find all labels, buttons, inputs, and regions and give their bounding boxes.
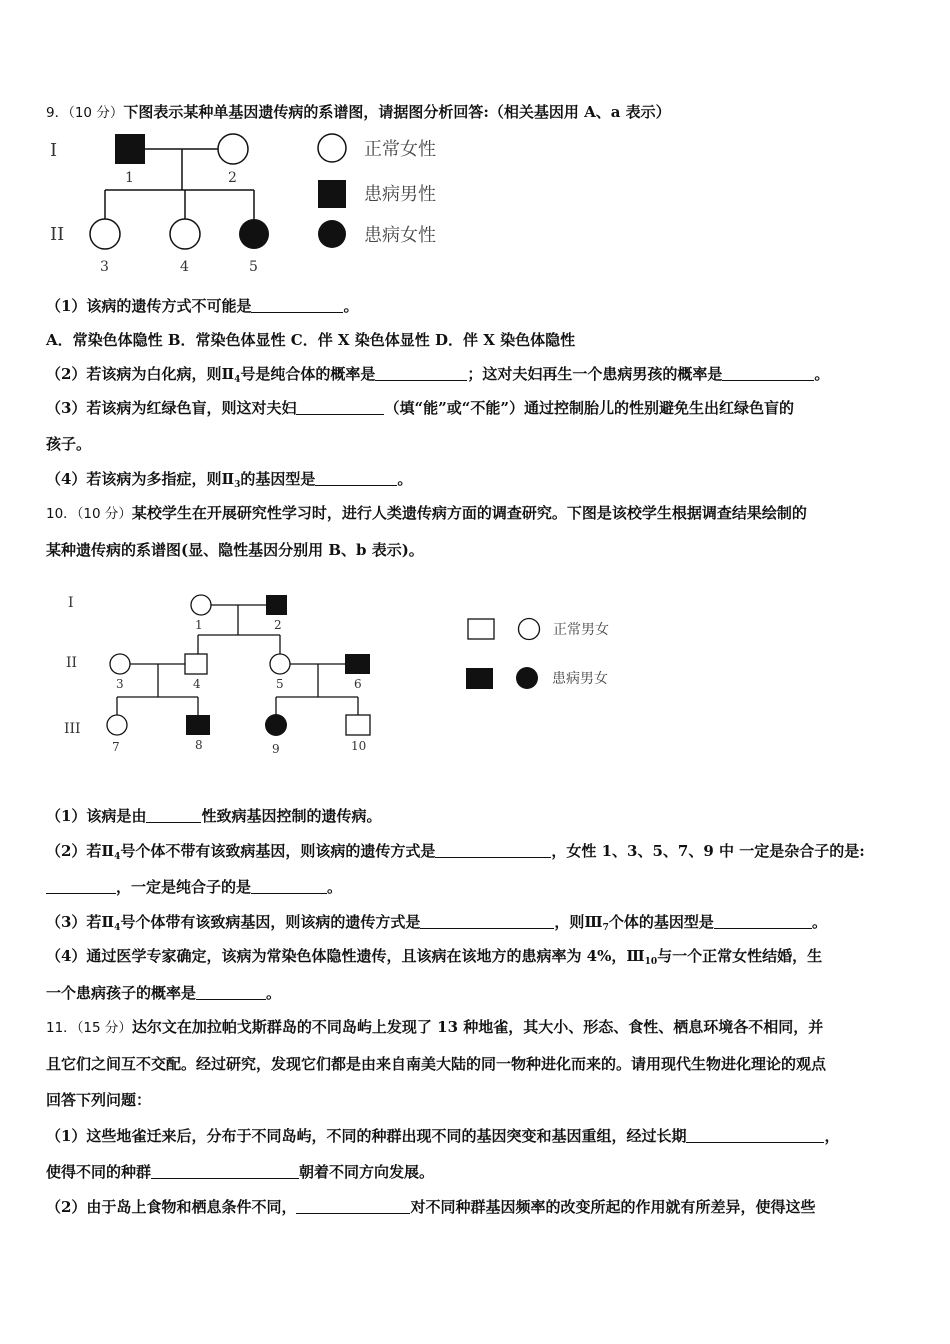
q11-stem-3: 回答下列问题：: [46, 1091, 152, 1109]
q9-stem: [46, 102, 671, 123]
answer-blank[interactable]: [151, 1163, 299, 1179]
q10-gen-label-2: II: [66, 655, 78, 671]
pedigree-figure-q10: [60, 585, 630, 765]
q9-subq-3-cont: 孩子。: [46, 435, 92, 453]
q10-individual-2-affected-male: [266, 595, 287, 615]
q10-subq-4-cont: 一个患病孩子的概率是 。: [46, 984, 282, 1002]
q10-individual-10-normal-male: [346, 715, 370, 735]
answer-blank[interactable]: [714, 913, 812, 929]
q10-legend-normal-female-icon: [519, 619, 540, 640]
q10-id-9: 9: [272, 742, 280, 756]
answer-blank[interactable]: [196, 984, 266, 1000]
q10-id-10: 10: [351, 739, 367, 753]
q10-legend-1: 正常男女: [553, 622, 609, 638]
q10-subq-2-cont: ，一定是纯合子的是 。: [46, 877, 342, 897]
answer-blank[interactable]: [420, 913, 554, 929]
q9-id-2: 2: [228, 170, 237, 186]
q9-individual-3-normal-female: [90, 219, 120, 249]
q10-subq-4: （4）通过医学专家确定，该病为常染色体隐性遗传，且该病在该地方的患病率为 4%，$Ⅲ_{10}$与一个正常女性结婚，生: [46, 947, 823, 967]
pedigree-figure-q9: [40, 128, 480, 278]
answer-blank[interactable]: [315, 470, 397, 486]
q10-id-2: 2: [274, 618, 282, 632]
answer-blank[interactable]: [296, 1198, 410, 1214]
q9-subq-1: （1）该病的遗传方式不可能是 。: [46, 297, 359, 315]
q10-stem-1: 10．（10 分）某校学生在开展研究性学习时，进行人类遗传病方面的调查研究。下图是该校学生根据调查结果绘制的: [46, 504, 807, 522]
q9-individual-2-normal-female: [218, 134, 248, 164]
q9-options: A．常染色体隐性 B．常染色体显性 C．伴 X 染色体显性 D．伴 X 染色体隐性: [46, 331, 576, 349]
answer-blank[interactable]: [146, 807, 201, 823]
answer-blank[interactable]: [375, 365, 467, 381]
answer-blank[interactable]: [296, 399, 384, 415]
q9-individual-4-normal-female: [170, 219, 200, 249]
q10-id-8: 8: [195, 738, 203, 752]
q9-id-5: 5: [249, 259, 258, 275]
q10-gen-label-3: III: [64, 721, 81, 737]
q10-id-4: 4: [193, 677, 201, 691]
q9-score: （10 分）: [68, 105, 124, 121]
answer-blank[interactable]: [686, 1127, 824, 1143]
q10-id-7: 7: [112, 740, 120, 754]
q9-legend-3: 患病女性: [364, 225, 436, 246]
answer-blank[interactable]: [435, 842, 551, 858]
q10-score: （10 分）: [76, 506, 132, 522]
q9-legend-2: 患病男性: [364, 184, 436, 205]
q9-id-1: 1: [125, 170, 134, 186]
q10-stem-2: 某种遗传病的系谱图(显、隐性基因分别用 B、b 表示)。: [46, 541, 424, 559]
q9-legend-1: 正常女性: [364, 139, 436, 160]
q9-individual-5-affected-female: [239, 219, 269, 249]
q9-id-3: 3: [100, 259, 109, 275]
q9-subq-4: （4）若该病为多指症，则$Ⅱ_3$的基因型是 。: [46, 470, 413, 490]
q10-individual-4-normal-male: [185, 654, 207, 674]
q10-legend-normal-male-icon: [468, 619, 494, 639]
q10-number: 10．: [46, 506, 77, 522]
q10-id-1: 1: [195, 618, 203, 632]
q9-stem-text: 下图表示某种单基因遗传病的系谱图，请据图分析回答:（相关基因用 A、a 表示）: [123, 103, 671, 121]
answer-blank[interactable]: [722, 365, 814, 381]
q10-gen-label-1: I: [68, 595, 74, 611]
q10-individual-9-affected-female: [265, 714, 287, 736]
q9-id-4: 4: [180, 259, 189, 275]
answer-blank[interactable]: [46, 878, 116, 894]
q9-legend-affected-male-icon: [318, 180, 346, 208]
q10-legend-affected-male-icon: [466, 668, 493, 689]
q9-legend-affected-female-icon: [318, 220, 346, 248]
q10-subq-1: （1）该病是由 性致病基因控制的遗传病。: [46, 807, 382, 825]
q11-subq-1: （1）这些地雀迁来后，分布于不同岛屿，不同的种群出现不同的基因突变和基因重组，经过长期 ，: [46, 1127, 840, 1145]
q9-number: 9．: [46, 105, 69, 121]
answer-blank[interactable]: [251, 297, 343, 313]
q9-gen-label-1: I: [50, 140, 58, 161]
q10-individual-6-affected-male: [345, 654, 370, 674]
q10-individual-5-normal-female: [270, 654, 290, 674]
q10-subq-2: （2）若$Ⅱ_4$号个体不带有该致病基因，则该病的遗传方式是 ，女性 1、3、5、7、9 中 一定是杂合子的是:: [46, 842, 865, 862]
q11-score: （15 分）: [76, 1020, 132, 1036]
q9-gen-label-2: II: [50, 224, 65, 245]
q9-individual-1-affected-male: [115, 134, 145, 164]
q10-individual-7-normal-female: [107, 715, 127, 735]
q10-legend-affected-female-icon: [516, 667, 538, 689]
q10-subq-3: （3）若$Ⅱ_4$号个体带有该致病基因，则该病的遗传方式是 ，则$Ⅲ_7$个体的基因型是 。: [46, 913, 827, 933]
q11-stem-1: 11．（15 分）达尔文在加拉帕戈斯群岛的不同岛屿上发现了 13 种地雀，其大小、形态、食性、栖息环境各不相同，并: [46, 1018, 824, 1036]
q10-id-6: 6: [354, 677, 362, 691]
q10-individual-1-normal-female: [191, 595, 211, 615]
q11-stem-2: 且它们之间互不交配。经过研究，发现它们都是由来自南美大陆的同一物种进化而来的。请用现代生物进化理论的观点: [46, 1055, 827, 1073]
q9-subq-2: （2）若该病为白化病，则$Ⅱ_4$号是纯合体的概率是 ；这对夫妇再生一个患病男孩的概率是 。: [46, 365, 830, 385]
q10-id-3: 3: [116, 677, 124, 691]
q10-individual-8-affected-male: [186, 715, 210, 735]
q10-individual-3-normal-female: [110, 654, 130, 674]
q11-subq-2: （2）由于岛上食物和栖息条件不同， 对不同种群基因频率的改变所起的作用就有所差异，使得这些: [46, 1198, 816, 1216]
q9-subq-3: （3）若该病为红绿色盲，则这对夫妇 （填“能”或“不能”）通过控制胎儿的性别避免生出红绿色盲的: [46, 399, 794, 417]
q11-number: 11．: [46, 1020, 77, 1036]
answer-blank[interactable]: [251, 878, 327, 894]
q10-id-5: 5: [276, 677, 284, 691]
q9-legend-normal-female-icon: [318, 134, 346, 162]
q10-legend-2: 患病男女: [552, 671, 608, 687]
q11-subq-1-cont: 使得不同的种群 朝着不同方向发展。: [46, 1163, 435, 1181]
